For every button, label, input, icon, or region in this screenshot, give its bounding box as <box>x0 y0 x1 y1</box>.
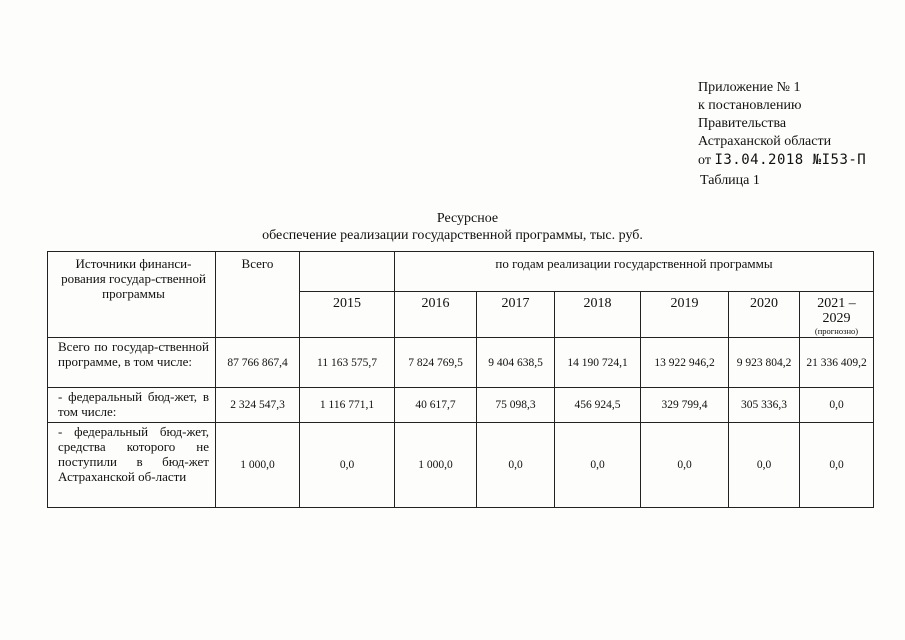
table-row <box>48 423 874 508</box>
appendix-line-2: к постановлению <box>698 98 802 113</box>
header-empty-cell <box>300 252 395 292</box>
resource-table <box>47 251 874 508</box>
row-total: 87 766 867,4 <box>216 338 300 388</box>
title-line-1: Ресурсное <box>436 211 499 226</box>
row-value: 1 000,0 <box>395 423 477 508</box>
row-value: 9 404 638,5 <box>477 338 555 388</box>
header-year: 2020 <box>729 292 800 338</box>
table-row <box>48 338 874 388</box>
table-row <box>48 388 874 423</box>
row-total: 2 324 547,3 <box>216 388 300 423</box>
row-total: 1 000,0 <box>216 423 300 508</box>
appendix-line-1: Приложение № 1 <box>698 80 801 95</box>
header-year-range-label: 2021 – 2029 <box>817 296 856 326</box>
header-year: 2015 <box>300 292 395 338</box>
row-value: 456 924,5 <box>555 388 641 423</box>
row-value: 21 336 409,2 <box>800 338 874 388</box>
row-value: 13 922 946,2 <box>641 338 729 388</box>
row-value: 329 799,4 <box>641 388 729 423</box>
row-value: 9 923 804,2 <box>729 338 800 388</box>
row-value: 0,0 <box>477 423 555 508</box>
header-total: Всего <box>216 252 300 338</box>
row-value: 40 617,7 <box>395 388 477 423</box>
date-stamp: I3.04.2018 №I53-П <box>714 152 867 168</box>
header-year: 2016 <box>395 292 477 338</box>
row-source: - федеральный бюд-жет, средства которого не поступили в бюд-жет Астраханской об-ласти <box>48 423 216 508</box>
row-value: 11 163 575,7 <box>300 338 395 388</box>
header-year-range <box>800 292 874 338</box>
row-value: 75 098,3 <box>477 388 555 423</box>
row-value: 7 824 769,5 <box>395 338 477 388</box>
title-line-2: обеспечение реализации государственной программы, тыс. руб. <box>262 228 643 243</box>
appendix-block <box>698 79 866 170</box>
row-source: - федеральный бюд-жет, в том числе: <box>48 388 216 423</box>
row-value: 0,0 <box>555 423 641 508</box>
row-value: 0,0 <box>800 388 874 423</box>
table-label: Таблица 1 <box>700 173 760 188</box>
document-title <box>0 210 905 244</box>
appendix-date <box>698 151 866 170</box>
header-year: 2018 <box>555 292 641 338</box>
row-value: 0,0 <box>641 423 729 508</box>
row-value: 1 116 771,1 <box>300 388 395 423</box>
header-by-years: по годам реализации государственной программы <box>395 252 874 292</box>
header-year: 2019 <box>641 292 729 338</box>
row-value: 0,0 <box>729 423 800 508</box>
row-value: 14 190 724,1 <box>555 338 641 388</box>
row-source: Всего по государ-ственной программе, в том числе: <box>48 338 216 388</box>
row-value: 0,0 <box>800 423 874 508</box>
appendix-line-3: Правительства <box>698 116 787 131</box>
header-year: 2017 <box>477 292 555 338</box>
header-source: Источники финанси-рования государ-ственной программы <box>48 252 216 338</box>
row-value: 0,0 <box>300 423 395 508</box>
row-value: 305 336,3 <box>729 388 800 423</box>
appendix-line-4: Астраханской области <box>698 134 832 149</box>
date-prefix: от <box>698 153 711 168</box>
forecast-note: (прогнозно) <box>814 326 859 336</box>
